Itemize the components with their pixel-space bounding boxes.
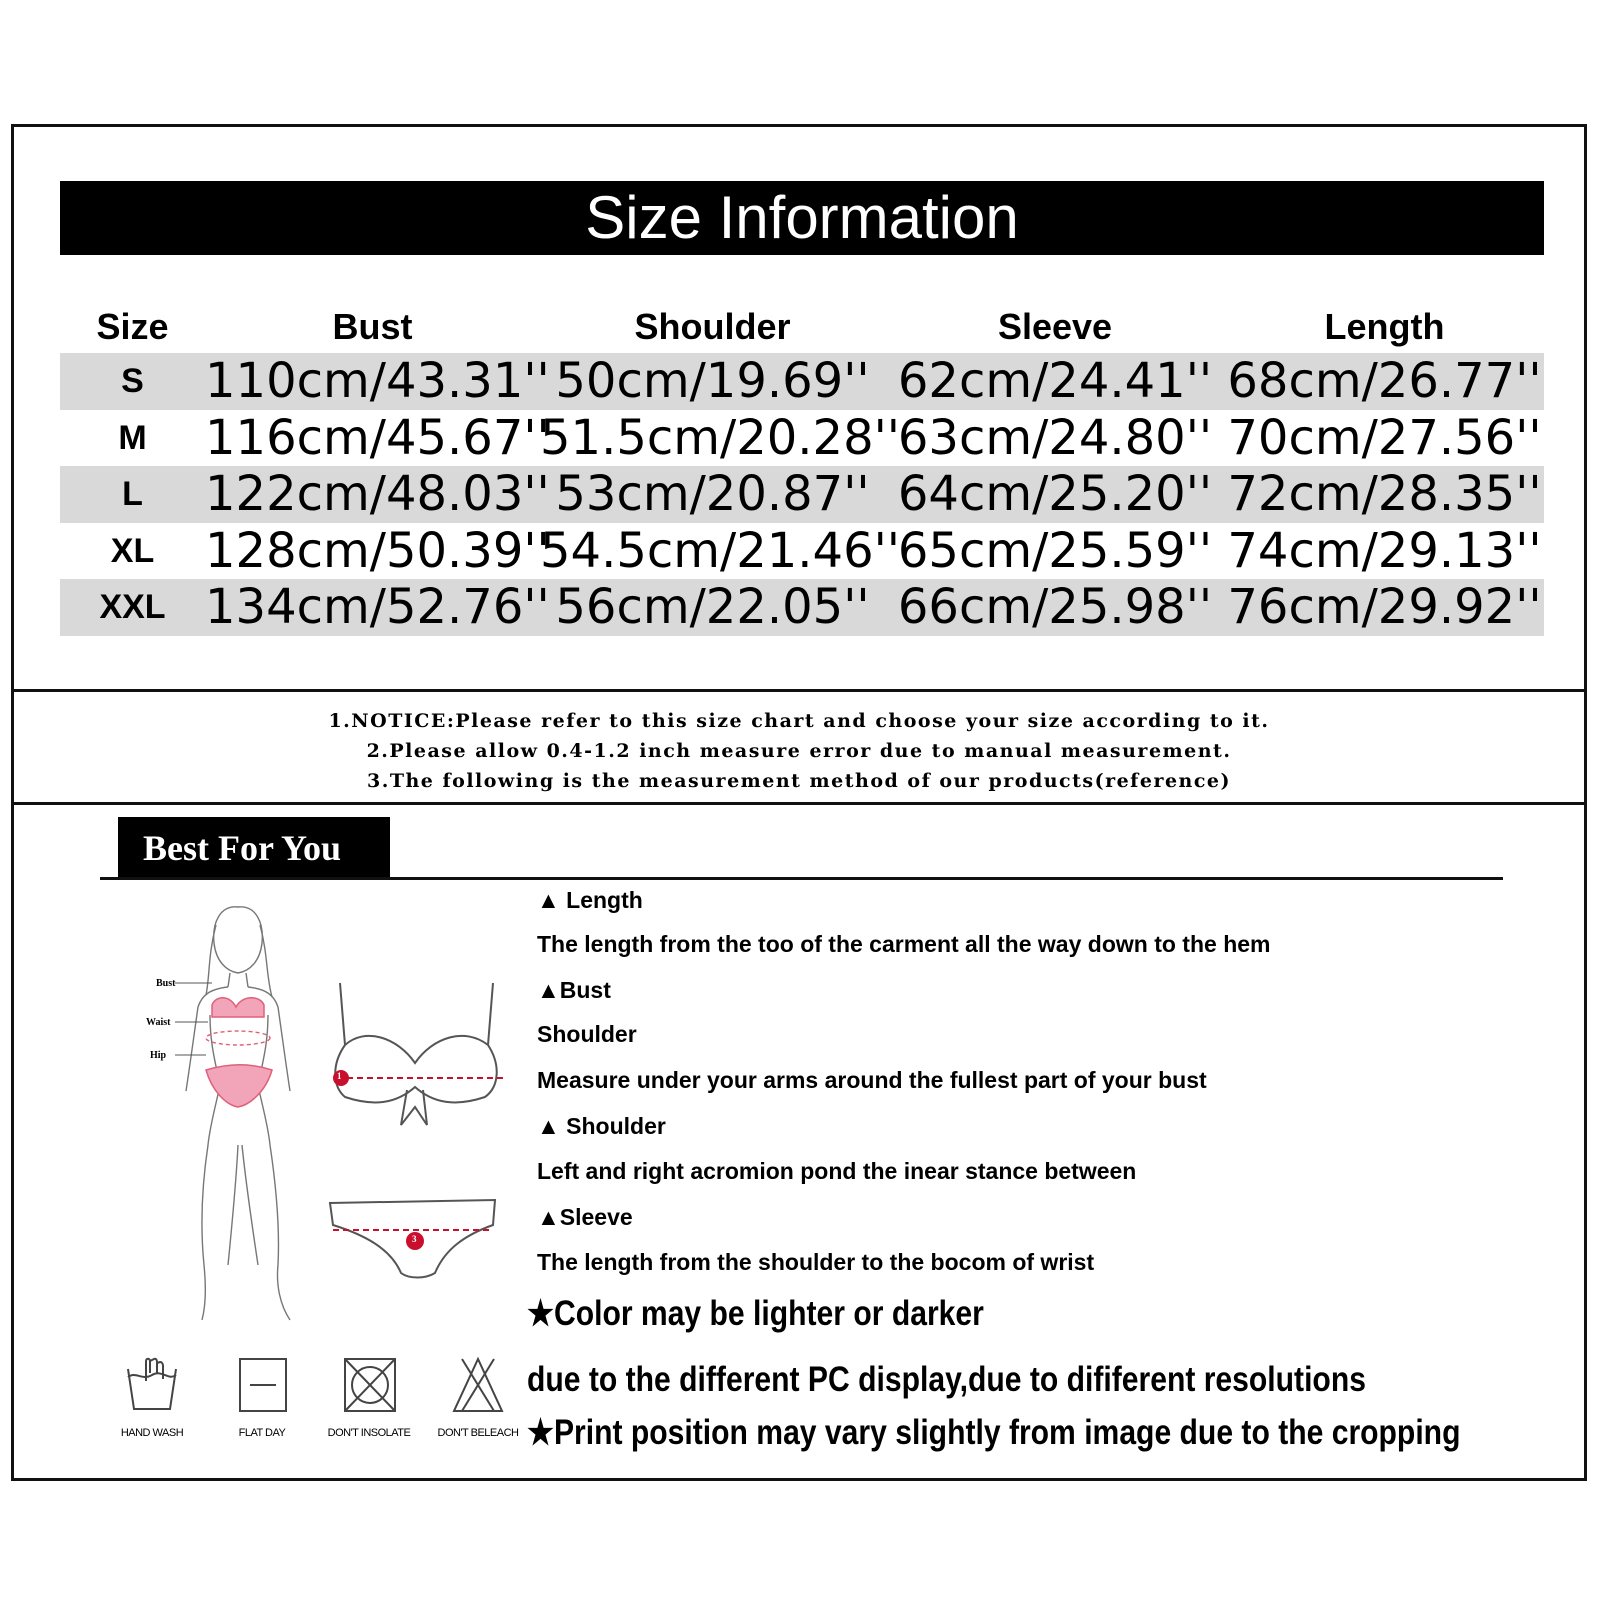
briefs-measure-illustration — [325, 1195, 515, 1285]
table-header-row — [60, 298, 1544, 355]
best-for-you-rule — [100, 877, 1503, 880]
header-size: Size — [96, 306, 169, 347]
notice-line-3: 3.The following is the measurement method of our products(reference) — [366, 770, 1231, 792]
care-label-hand-wash: HAND WASH — [120, 1427, 184, 1439]
size-cell: S — [121, 362, 144, 400]
header-length: Length — [1324, 306, 1445, 347]
sleeve-cell: 63cm/24.80'' — [897, 410, 1213, 466]
sleeve-cell: 64cm/25.20'' — [897, 466, 1213, 522]
size-cell: XL — [110, 532, 155, 570]
shoulder-cell: 51.5cm/20.28'' — [540, 410, 900, 466]
guide-sleeve-heading: ▲Sleeve — [537, 1204, 633, 1230]
table-row — [60, 466, 1544, 523]
shoulder-cell: 50cm/19.69'' — [555, 353, 870, 409]
sleeve-cell: 65cm/25.59'' — [897, 523, 1213, 579]
care-do-not-bleach — [423, 1355, 533, 1439]
notice-line-2: 2.Please allow 0.4-1.2 inch measure error due to manual measurement. — [366, 740, 1232, 762]
disclaimer-display: due to the different PC display,due to dififerent resolutions — [527, 1360, 1366, 1399]
sleeve-cell: 62cm/24.41'' — [897, 353, 1213, 409]
marker-3-label: 3 — [412, 1234, 417, 1244]
flat-dry-icon — [232, 1355, 292, 1415]
header-sleeve: Sleeve — [997, 306, 1113, 347]
guide-sleeve-text: The length from the shoulder to the bocom of wrist — [537, 1249, 1095, 1275]
sleeve-cell: 66cm/25.98'' — [897, 579, 1213, 635]
page-title: Size Information — [585, 184, 1019, 251]
best-for-you-tab: Best For You — [118, 817, 390, 879]
guide-shoulder-text: Left and right acromion pond the inear stance between — [537, 1158, 1137, 1184]
care-label-do-not-bleach: DON'T BELEACH — [437, 1427, 519, 1439]
length-cell: 70cm/27.56'' — [1227, 410, 1542, 466]
disclaimer-color: ★Color may be lighter or darker — [527, 1294, 984, 1333]
guide-length-text: The length from the too of the carment all the way down to the hem — [537, 931, 1271, 957]
size-info-title-bar — [60, 181, 1544, 255]
guide-bust-text: Measure under your arms around the fullest part of your bust — [537, 1067, 1207, 1093]
guide-length-heading: ▲ Length — [537, 887, 643, 913]
disclaimer-print-position: ★Print position may vary slightly from image due to the cropping — [527, 1413, 1461, 1452]
care-label-do-not-insolate: DON'T INSOLATE — [327, 1427, 411, 1439]
guide-bust-subheading: Shoulder — [537, 1021, 637, 1047]
label-waist: Waist — [146, 1017, 171, 1028]
bust-cell: 116cm/45.67'' — [205, 410, 550, 466]
size-cell: M — [118, 419, 147, 457]
care-label-flat-dry: FLAT DAY — [238, 1427, 286, 1439]
label-hip: Hip — [150, 1050, 167, 1061]
header-shoulder: Shoulder — [634, 306, 791, 347]
length-cell: 72cm/28.35'' — [1227, 466, 1542, 522]
length-cell: 74cm/29.13'' — [1227, 523, 1542, 579]
table-row — [60, 410, 1544, 467]
hand-wash-icon — [122, 1355, 182, 1415]
do-not-tumble-dry-icon — [339, 1355, 399, 1415]
length-cell: 76cm/29.92'' — [1227, 579, 1542, 635]
care-flat-dry — [207, 1355, 317, 1439]
bust-cell: 122cm/48.03'' — [205, 466, 550, 522]
guide-shoulder-heading: ▲ Shoulder — [537, 1113, 666, 1139]
header-bust: Bust — [332, 306, 413, 347]
notice-line-1: 1.NOTICE:Please refer to this size chart and choose your size according to it. — [328, 710, 1270, 732]
table-row — [60, 523, 1544, 580]
bust-cell: 128cm/50.39'' — [205, 523, 550, 579]
bust-cell: 110cm/43.31'' — [205, 353, 550, 409]
table-row — [60, 579, 1544, 636]
section-divider — [11, 689, 1587, 692]
do-not-bleach-icon — [448, 1355, 508, 1415]
guide-bust-heading: ▲Bust — [537, 977, 611, 1003]
model-figure-illustration — [150, 895, 325, 1335]
label-bust: Bust — [156, 978, 176, 989]
bra-measure-illustration — [325, 975, 515, 1150]
section-divider — [11, 802, 1587, 805]
shoulder-cell: 54.5cm/21.46'' — [540, 523, 900, 579]
shoulder-cell: 53cm/20.87'' — [555, 466, 870, 522]
care-do-not-insolate — [314, 1355, 424, 1439]
marker-1-label: 1 — [337, 1071, 342, 1081]
size-cell: L — [122, 475, 143, 513]
size-cell: XXL — [99, 588, 166, 626]
care-hand-wash — [97, 1355, 207, 1439]
bust-cell: 134cm/52.76'' — [205, 579, 550, 635]
shoulder-cell: 56cm/22.05'' — [555, 579, 870, 635]
length-cell: 68cm/26.77'' — [1227, 353, 1542, 409]
table-row — [60, 353, 1544, 410]
